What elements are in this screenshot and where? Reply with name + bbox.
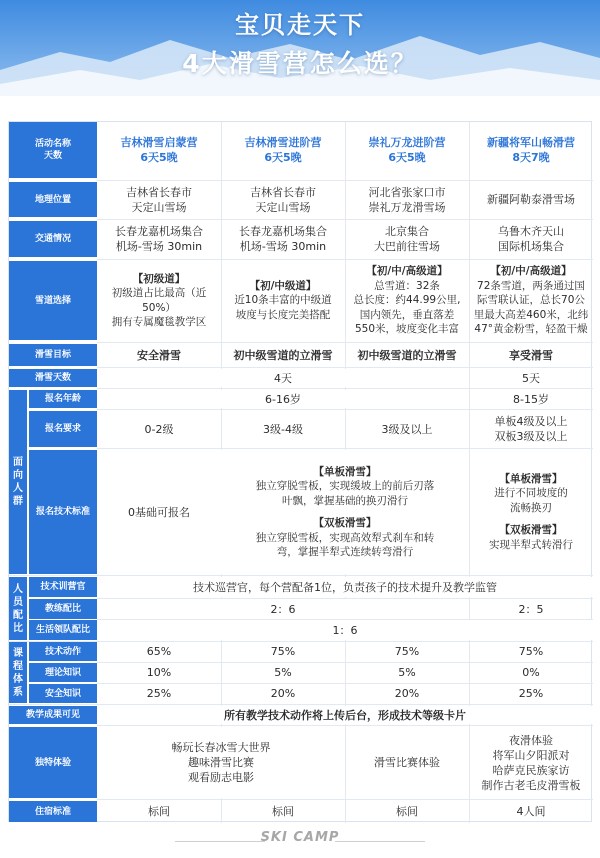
location-cell: 河北省张家口市 崇礼万龙滑雪场 (368, 185, 446, 214)
requirement-cell: 3级及以上 (381, 422, 433, 436)
column-header-1: 吉林滑雪启蒙营 6天5晚 (120, 136, 198, 164)
unique-cell: 滑雪比赛体验 (374, 756, 440, 769)
column-header-4: 新疆将军山畅滑营 8天7晚 (487, 136, 575, 164)
footer-logo: SKI CAMP (260, 830, 340, 845)
label-tech-standard: 报名技术标准 (29, 450, 97, 574)
tech-standard-cell: 0基础可报名 (128, 505, 190, 519)
coach-ratio-cell: 2：5 (518, 602, 544, 616)
goal-cell: 初中级雪道的立滑雪 (357, 348, 457, 362)
ski-days-cell: 4天 (97, 369, 469, 387)
location-cell: 吉林省长春市 天定山雪场 (126, 185, 192, 214)
comparison-table (8, 121, 592, 822)
label-ski-days: 滑雪天数 (9, 369, 97, 387)
life-ratio-cell: 1：6 (97, 620, 593, 640)
label-traffic: 交通情况 (9, 221, 97, 257)
course-cell: 75% (394, 645, 420, 658)
location-cell: 新疆阿勒泰滑雪场 (487, 193, 575, 206)
requirement-cell: 0-2级 (144, 422, 174, 436)
course-cell: 20% (270, 687, 296, 700)
traffic-cell: 长春龙嘉机场集合 机场-雪场 30min (115, 225, 203, 253)
trails-cell: 【初/中级道】 近10条丰富的中级道 坡度与长度完美搭配 (234, 279, 332, 321)
label-activity: 活动名称 天数 (9, 122, 97, 178)
course-cell: 5% (398, 666, 416, 679)
course-cell: 0% (522, 666, 540, 679)
age-cell: 6-16岁 (97, 390, 469, 408)
goal-cell: 享受滑雪 (509, 348, 553, 362)
coach-ratio-cell: 2：6 (97, 599, 469, 619)
age-cell: 8-15岁 (513, 392, 549, 406)
label-tech-action: 技术动作 (29, 642, 97, 661)
supervisor-cell: 技术巡营官，每个营配备1位，负责孩子的技术提升及教学监管 (97, 577, 593, 597)
column-header-2: 吉林滑雪进阶营 6天5晚 (244, 136, 322, 164)
unique-cell: 夜滑体验 将军山夕阳派对 哈萨克民族家访 制作古老毛皮滑雪板 (481, 733, 581, 792)
course-cell: 20% (394, 687, 420, 700)
trails-cell: 【初/中/高级道】 72条雪道，两条通过国 际雪联认证，总长70公 里最大高差460米，北纬 47°黄金粉雪，轻盈干燥 (473, 265, 589, 336)
traffic-cell: 北京集合 大巴前往雪场 (374, 225, 440, 253)
goal-cell: 初中级雪道的立滑雪 (233, 348, 333, 362)
traffic-cell: 乌鲁木齐天山 国际机场集合 (498, 225, 564, 253)
column-header-3: 崇礼万龙进阶营 6天5晚 (368, 136, 446, 164)
course-cell: 65% (146, 645, 172, 658)
page-title: 宝贝走天下 (235, 11, 365, 39)
page-subtitle: 4大滑雪营怎么选？ (182, 49, 418, 78)
requirement-cell: 单板4级及以上 双板3级及以上 (494, 415, 568, 443)
course-cell: 75% (518, 645, 544, 658)
tech-standard-cell: 【单板滑雪】 独立穿脱雪板，实现缓坡上的前后刃落 叶飘，掌握基础的换刃滑行 【双板滑雪】 独立穿脱雪板，实现高效犁式刹车和转 弯，掌握半犁式连续转弯滑行 (221, 450, 469, 574)
label-accommodation: 住宿标准 (9, 801, 97, 822)
course-cell: 25% (146, 687, 172, 700)
tech-standard-cell: 【单板滑雪】 进行不同坡度的 流畅换刃 【双板滑雪】 实现半犁式转滑行 (489, 472, 573, 551)
course-cell: 75% (270, 645, 296, 658)
group-audience: 面 向 人 群 (9, 390, 27, 574)
label-tech-supervisor: 技术训营官 (29, 577, 97, 597)
ski-days-cell: 5天 (522, 371, 540, 385)
accommodation-cell: 标间 (272, 805, 294, 818)
trails-cell: 【初级道】 初级道占比最高（近 50%） 拥有专属魔毯教学区 (111, 272, 207, 328)
label-theory: 理论知识 (29, 663, 97, 682)
course-cell: 5% (274, 666, 292, 679)
visible-cell: 所有教学技术动作将上传后台，形成技术等级卡片 (97, 706, 593, 724)
accommodation-cell: 标间 (396, 805, 418, 818)
accommodation-cell: 4人间 (516, 805, 546, 818)
trails-cell: 【初/中/高级道】 总雪道：32条 总长度：约44.99公里, 国内领先，垂直落差 550米，坡度变化丰富 (353, 265, 461, 336)
accommodation-cell: 标间 (148, 805, 170, 818)
goal-cell: 安全滑雪 (137, 348, 181, 362)
label-goal: 滑雪目标 (9, 344, 97, 366)
course-cell: 10% (146, 666, 172, 679)
label-coach-ratio: 教练配比 (29, 599, 97, 619)
label-age: 报名年龄 (29, 390, 97, 408)
label-trails: 雪道选择 (9, 261, 97, 340)
label-location: 地理位置 (9, 182, 97, 217)
label-unique: 独特体验 (9, 727, 97, 798)
label-visible: 教学成果可见 (9, 706, 97, 724)
unique-cell: 畅玩长春冰雪大世界 趣味滑雪比赛 观看励志电影 (97, 727, 345, 798)
location-cell: 吉林省长春市 天定山雪场 (250, 185, 316, 214)
requirement-cell: 3级-4级 (263, 422, 303, 436)
group-staff: 人 员 配 比 (9, 577, 27, 640)
course-cell: 25% (518, 687, 544, 700)
label-life-ratio: 生活领队配比 (29, 620, 97, 640)
label-safety: 安全知识 (29, 684, 97, 703)
label-requirement: 报名要求 (29, 411, 97, 447)
group-course: 课 程 体 系 (9, 642, 27, 703)
traffic-cell: 长春龙嘉机场集合 机场-雪场 30min (239, 225, 327, 253)
header-banner (0, 0, 600, 108)
